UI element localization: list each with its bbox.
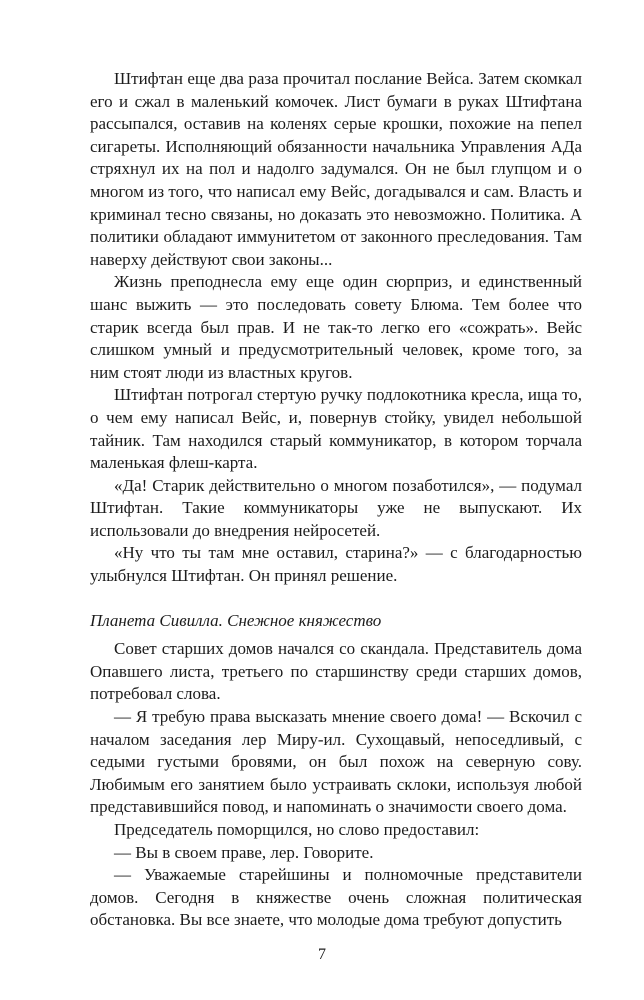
paragraph: Совет старших домов начался со скандала. Представитель дома Опавшего листа, третьего по старшинству среди старших домов, потребовал слова. (90, 639, 582, 704)
paragraph: — Я требую права высказать мнение своего дома! — Вскочил с началом заседания лер Миру-ил. Сухощавый, непоседливый, с седыми густыми бровями, он был похож на северную сову. Любимым его занятием было устраивать склоки, используя любой представившийся повод, и напоминать о значимости своего дома. (90, 707, 582, 817)
paragraph: «Да! Старик действительно о многом позаботился», — подумал Штифтан. Такие коммуникаторы уже не выпускают. Их использовали до внедрения нейросетей. (90, 475, 582, 540)
section-heading: Планета Сивилла. Снежное княжество (90, 610, 382, 630)
paragraph: — Вы в своем праве, лер. Говорите. (114, 842, 374, 862)
paragraph: Штифтан еще два раза прочитал послание Вейса. Затем скомкал его и сжал в маленький комочек. Лист бумаги в руках Штифтана рассыпался, оставив на коленях серые крошки, похожие на пепел сигареты. Исполняющий обязанности начальника Управления АДа стряхнул их на пол и надолго задумался. Он не был глупцом и о многом из того, что написал ему Вейс, догадывался и сам. Власть и криминал тесно связаны, но доказать это невозможно. Политика. А политики обладают иммунитетом от законного преследования. Там наверху действуют свои законы... (90, 69, 582, 269)
paragraph: — Уважаемые старейшины и полномочные представители домов. Сегодня в княжестве очень сложная политическая обстановка. Вы все знаете, что молодые дома требуют допустить (90, 865, 582, 930)
page-number: 7 (318, 946, 326, 963)
page-body (90, 68, 582, 932)
paragraph: Председатель поморщился, но слово предоставил: (114, 820, 480, 839)
paragraph: Жизнь преподнесла ему еще один сюрприз, и единственный шанс выжить — это последовать совету Блюма. Тем более что старик всегда был прав. И не так-то легко его «сожрать». Вейс слишком умный и предусмотрительный человек, кроме того, за ним стоят люди из властных кругов. (90, 272, 582, 382)
paragraph: «Ну что ты там мне оставил, старина?» — с благодарностью улыбнулся Штифтан. Он принял решение. (90, 543, 582, 586)
paragraph: Штифтан потрогал стертую ручку подлокотника кресла, ища то, о чем ему написал Вейс, и, повернув стойку, увидел небольшой тайник. Там находился старый коммуникатор, в котором торчала маленькая флеш-карта. (90, 385, 582, 473)
